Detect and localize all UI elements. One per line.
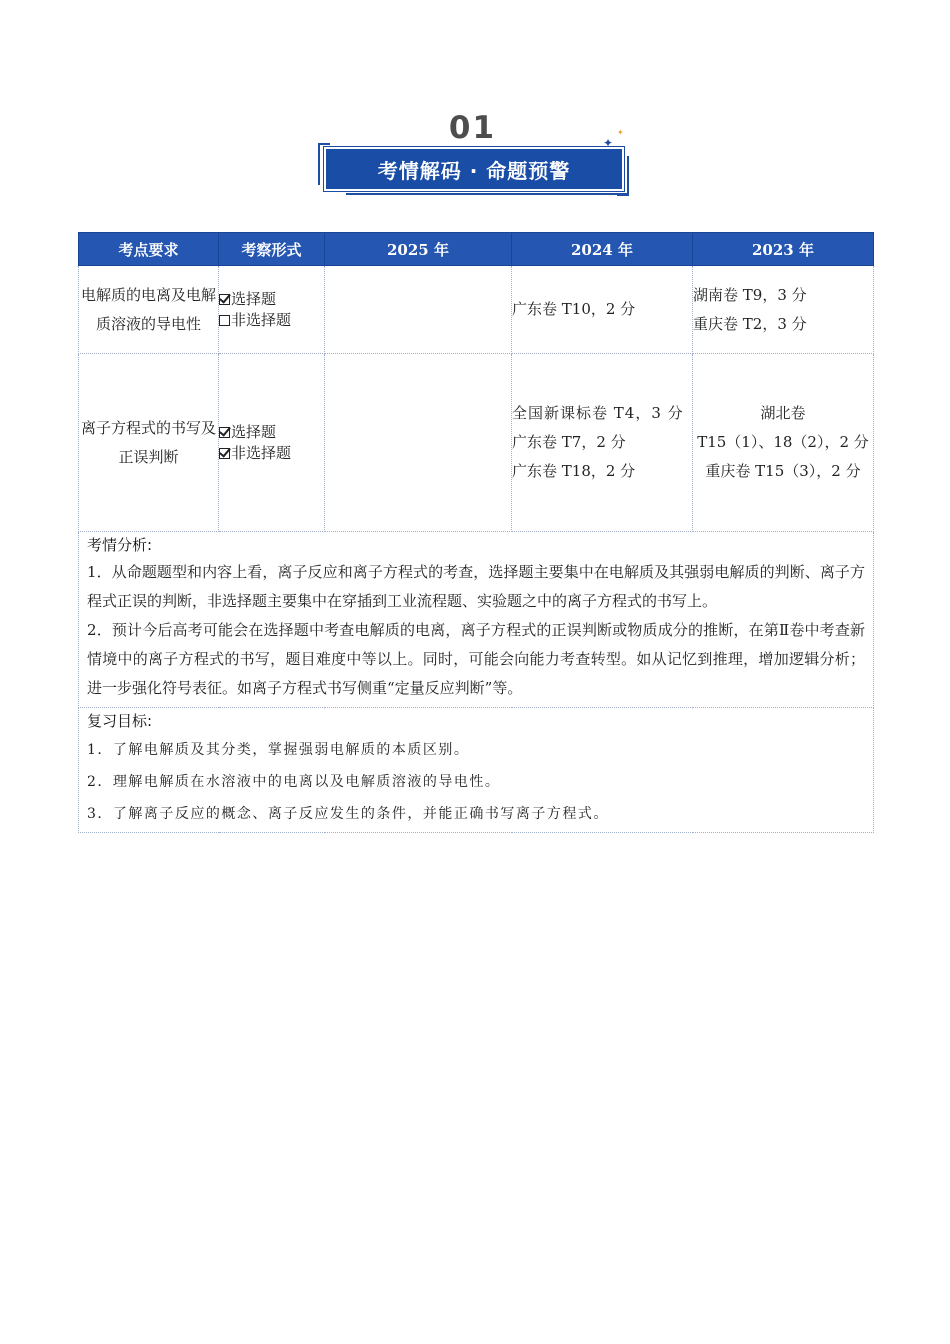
- goals-title: 复习目标:: [87, 712, 153, 730]
- analysis-paragraph: 1．从命题题型和内容上看，离子反应和离子方程式的考查，选择题主要集中在电解质及其强弱电解质的判断、离子方程式正误的判断，非选择题主要集中在穿插到工业流程题、实验题之中的离子方程式的书写上。: [87, 563, 865, 610]
- analysis-cell: [79, 532, 874, 708]
- table-header-row: [79, 233, 874, 266]
- checkbox-option: 非选择题: [219, 443, 324, 464]
- analysis-row: [79, 532, 874, 708]
- year-2024-cell: [512, 266, 693, 354]
- requirement-cell: 离子方程式的书写及正误判断: [79, 354, 219, 532]
- analysis-paragraph: 2．预计今后高考可能会在选择题中考查电解质的电离，离子方程式的正误判断或物质成分的推断，在第Ⅱ卷中考查新情境中的离子方程式的书写，题目难度中等以上。同时，可能会向能力考查转型。如从记忆到推理，增加逻辑分析；进一步强化符号表征。如离子方程式书写侧重“定量反应判断”等。: [87, 621, 865, 697]
- exam-entry: 重庆卷 T2，3 分: [693, 314, 807, 333]
- checkbox-option: 选择题: [219, 289, 324, 310]
- form-cell: [219, 266, 325, 354]
- sparkle-icon: ✦: [603, 136, 614, 150]
- column-header: 考点要求: [79, 233, 219, 266]
- exam-analysis-table: [78, 232, 874, 833]
- section-title: 考情解码 · 命题预警: [326, 149, 622, 189]
- banner-frame-line: [346, 193, 627, 195]
- sparkle-icon: ✦: [617, 128, 624, 137]
- analysis-title: 考情分析:: [87, 536, 153, 554]
- unchecked-box-icon: [219, 315, 230, 326]
- goals-row: [79, 708, 874, 833]
- goal-item: 2．理解电解质在水溶液中的电离以及电解质溶液的导电性。: [87, 774, 501, 790]
- column-header: 2024 年: [512, 233, 693, 266]
- checkbox-option: 非选择题: [219, 310, 324, 331]
- exam-entry: 全国新课标卷 T4，3 分: [512, 404, 684, 422]
- goal-item: 3．了解离子反应的概念、离子反应发生的条件，并能正确书写离子方程式。: [87, 806, 609, 822]
- requirement-cell: 电解质的电离及电解质溶液的导电性: [79, 266, 219, 354]
- year-2023-cell: [693, 266, 874, 354]
- column-header: 2023 年: [693, 233, 874, 266]
- exam-entry: T15（1）、18（2），2 分: [697, 433, 869, 451]
- checked-box-icon: [219, 294, 230, 305]
- checked-box-icon: [219, 427, 230, 438]
- column-header: 2025 年: [325, 233, 512, 266]
- year-2023-cell: [693, 354, 874, 532]
- year-2025-cell: [325, 354, 512, 532]
- exam-entry: 湖北卷: [760, 404, 806, 422]
- exam-entry: 广东卷 T10，2 分: [512, 300, 636, 318]
- table-row: [79, 266, 874, 354]
- goals-cell: [79, 708, 874, 833]
- exam-entry: 广东卷 T18，2 分: [512, 462, 636, 480]
- goal-item: 1．了解电解质及其分类，掌握强弱电解质的本质区别。: [87, 742, 470, 758]
- column-header: 考察形式: [219, 233, 325, 266]
- checked-box-icon: [219, 448, 230, 459]
- exam-entry: 广东卷 T7，2 分: [512, 433, 626, 451]
- section-number: 01: [448, 110, 497, 146]
- table-row: [79, 354, 874, 532]
- exam-entry: 湖南卷 T9，3 分: [693, 285, 807, 304]
- year-2025-cell: [325, 266, 512, 354]
- exam-entry: 重庆卷 T15（3），2 分: [705, 462, 861, 480]
- year-2024-cell: [512, 354, 693, 532]
- form-cell: [219, 354, 325, 532]
- checkbox-option: 选择题: [219, 422, 324, 443]
